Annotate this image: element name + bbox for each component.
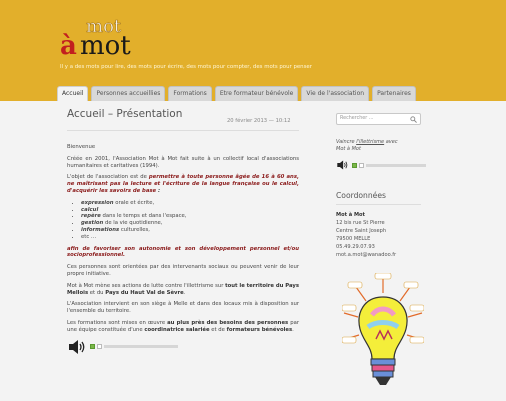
audio-player[interactable] (67, 339, 299, 355)
email-address[interactable]: mot.a.mot@wanadoo.fr (336, 252, 397, 258)
address-line: Centre Saint Joseph (336, 228, 387, 234)
title-divider (67, 130, 299, 131)
list-item: • etc … (81, 234, 299, 241)
tab-partenaires[interactable]: Partenaires (372, 86, 416, 101)
meter-segment-on (90, 344, 95, 349)
article-body (67, 144, 299, 355)
speaker-icon[interactable] (67, 339, 87, 355)
list-item: • calcul (81, 207, 299, 214)
progress-track[interactable] (104, 345, 178, 348)
main-content (67, 108, 300, 333)
coordinates-heading: Coordonnées (336, 191, 386, 200)
paragraph-purpose: L'objet de l'association est de permettre à toute personne âgée de 16 à 60 ans, ne maîtrisant pas la lecture et l'écriture de la langue française ou le calcul, d'acquérir les savoirs de base : (67, 174, 299, 194)
list-item: • expression orale et écrite, (81, 200, 299, 207)
tab-vie-association[interactable]: Vie de l'association (301, 86, 369, 101)
skills-list (81, 200, 299, 241)
svg-text:mot: mot (80, 31, 131, 60)
list-item: • informations culturelles, (81, 227, 299, 234)
volume-meter[interactable] (90, 344, 178, 349)
speaker-icon[interactable] (336, 157, 349, 173)
lightbulb-illustration (342, 273, 424, 399)
tab-accueil[interactable]: Accueil (57, 86, 88, 101)
site-tagline: Il y a des mots pour lire, des mots pour écrire, des mots pour compter, des mots pour penser (60, 64, 312, 70)
volume-meter[interactable] (352, 163, 426, 168)
tab-formations[interactable]: Formations (168, 86, 211, 101)
site-header (0, 0, 506, 101)
post-date: 20 février 2013 — 10:12 (227, 118, 291, 124)
meter-segment-off (97, 344, 102, 349)
address-line: 79500 MELLE (336, 236, 371, 242)
svg-text:à: à (60, 31, 77, 60)
paragraph-territory: Mot à Mot mène ses actions de lutte contre l'illettrisme sur tout le territoire du Pays Mellois et du Pays du Haut Val de Sèvre. (67, 282, 300, 296)
search-icon[interactable] (410, 116, 417, 123)
svg-text:mot: mot (86, 16, 122, 37)
page-title: Accueil – Présentation (67, 108, 183, 120)
tab-etre-formateur[interactable]: Etre formateur bénévole (215, 86, 299, 101)
phone-number: 05.49.29.07.93 (336, 244, 375, 250)
main-nav (57, 86, 416, 101)
site-logo[interactable] (58, 12, 176, 60)
progress-track[interactable] (366, 164, 426, 167)
welcome-text: Bienvenue (67, 144, 96, 150)
search-input[interactable]: Rechercher … (336, 113, 421, 125)
address-line: 12 bis rue St Pierre (336, 220, 385, 226)
list-item: • gestion de la vie quotidienne, (81, 220, 299, 227)
meter-segment-off (359, 163, 364, 168)
list-item: • repère dans le temps et dans l'espace, (81, 213, 299, 220)
tab-personnes-accueillies[interactable]: Personnes accueillies (91, 86, 165, 101)
paragraph-orientation: Ces personnes sont orientées par des intervenants sociaux ou peuvent venir de leur propre initiative. (67, 264, 299, 277)
heading-divider (336, 204, 421, 205)
vaincre-text: Vaincre l'illettrisme avec Mot à Mot (336, 139, 398, 152)
org-name: Mot à Mot (336, 212, 365, 218)
paragraph-history: Créée en 2001, l'Association Mot à Mot fait suite à un collectif local d'associations humanitaires et caritatives (1994). (67, 155, 299, 169)
paragraph-location: L'Association intervient en son siège à Melle et dans des locaux mis à disposition sur l'ensemble du territoire. (67, 301, 299, 315)
contact-block (336, 211, 426, 259)
paragraph-team: Les formations sont mises en œuvre au plus près des besoins des personnes par une équipe constituée d'une coordinatrice salariée et de formateurs bénévoles. (67, 319, 299, 333)
sidebar-audio-player[interactable] (336, 157, 426, 173)
sidebar (336, 113, 426, 259)
meter-segment-on (352, 163, 357, 168)
paragraph-goal: afin de favoriser son autonomie et son développement personnel et/ou socioprofessionnel. (67, 245, 299, 259)
